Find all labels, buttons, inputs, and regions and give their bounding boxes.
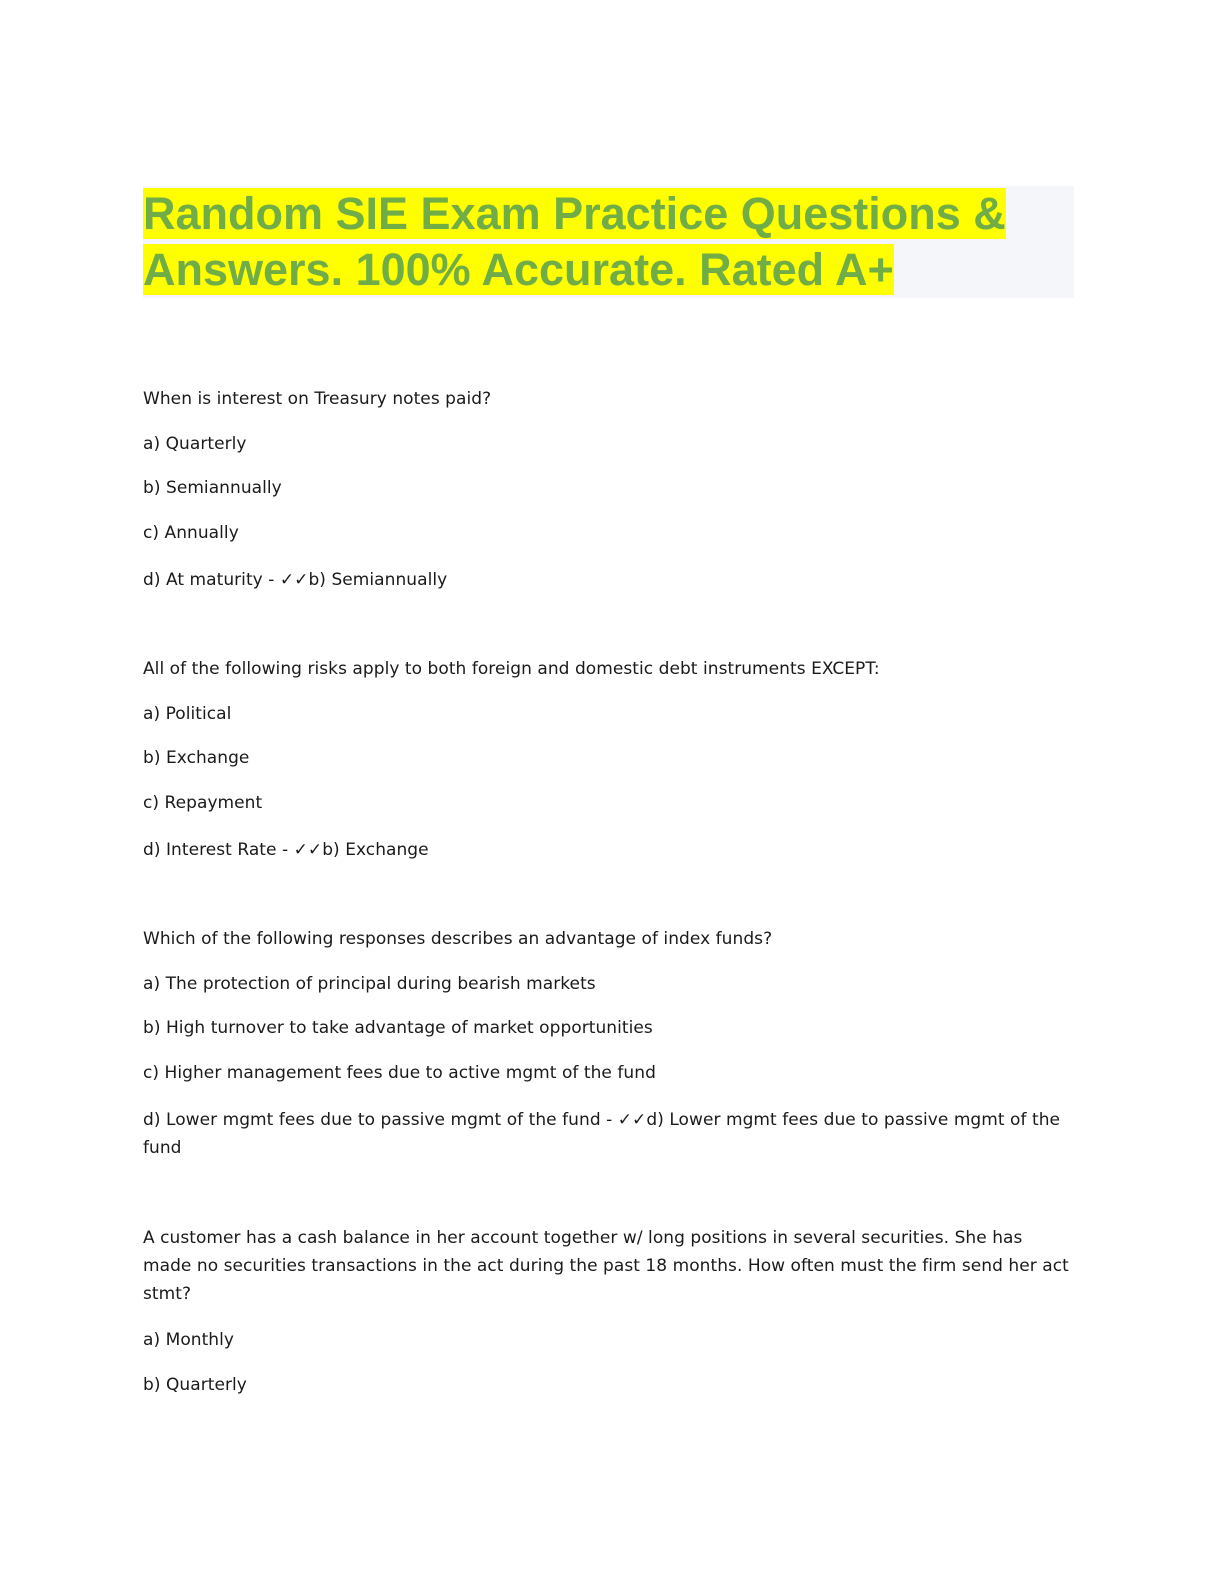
question-3-option-c: c) Higher management fees due to active mgmt of the fund (143, 1063, 656, 1083)
question-3-option-d-text: d) Lower mgmt fees due to passive mgmt of the fund - (143, 1110, 618, 1130)
question-3-answer: d) Lower mgmt fees due to passive mgmt of the fund (143, 1110, 1061, 1158)
question-2-option-d-text: d) Interest Rate - (143, 840, 294, 860)
question-1-prompt: When is interest on Treasury notes paid? (143, 389, 492, 409)
title-highlight: Random SIE Exam Practice Questions & Answers. 100% Accurate. Rated A+ (143, 188, 1006, 295)
question-2-option-d (143, 836, 1073, 864)
question-2-option-b: b) Exchange (143, 748, 250, 768)
question-1-option-d (143, 566, 1073, 594)
question-3-prompt: Which of the following responses describes an advantage of index funds? (143, 929, 773, 949)
question-4-option-a: a) Monthly (143, 1330, 235, 1350)
question-1-option-a: a) Quarterly (143, 434, 247, 454)
question-3-option-a: a) The protection of principal during bearish markets (143, 974, 596, 994)
check-mark-icon: ✓✓ (617, 1110, 647, 1130)
question-4-option-b: b) Quarterly (143, 1375, 247, 1395)
question-2-option-a: a) Political (143, 704, 232, 724)
question-2-option-c: c) Repayment (143, 793, 263, 813)
question-3-option-b: b) High turnover to take advantage of market opportunities (143, 1018, 653, 1038)
question-1-answer: b) Semiannually (308, 570, 448, 590)
document-title (143, 186, 1074, 298)
check-mark-icon: ✓✓ (293, 840, 323, 860)
question-3-option-d (143, 1106, 1073, 1162)
question-2-answer: b) Exchange (322, 840, 429, 860)
question-1-option-c: c) Annually (143, 523, 239, 543)
question-4-prompt: A customer has a cash balance in her account together w/ long positions in several securities. She has made no securities transactions in the act during the past 18 months. How often must the firm send her act stmt? (143, 1228, 1069, 1304)
question-2-prompt: All of the following risks apply to both foreign and domestic debt instruments EXCEPT: (143, 659, 880, 679)
check-mark-icon: ✓✓ (279, 570, 309, 590)
question-1-option-b: b) Semiannually (143, 478, 282, 498)
question-1-option-d-text: d) At maturity - (143, 570, 280, 590)
